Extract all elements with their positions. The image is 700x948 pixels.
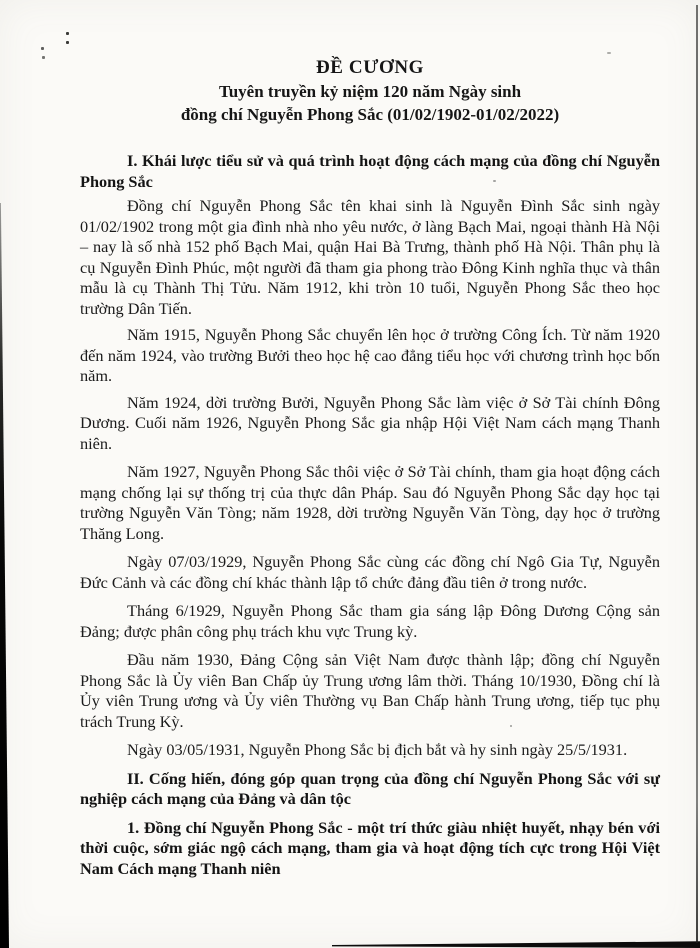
document-title-block <box>80 55 660 126</box>
paragraph-1924-finance-office: Năm 1924, dời trường Bưởi, Nguyễn Phong Sắc làm việc ở Sở Tài chính Đông Dương. Cuối năm 1926, Nguyễn Phong Sắc gia nhập Hội Việt Nam cách mạng Thanh niên. <box>80 392 660 453</box>
scan-left-edge-shadow <box>0 203 9 948</box>
ink-speck <box>66 32 69 35</box>
paragraph-1930-central-committee: Đầu năm 1930, Đảng Cộng sản Việt Nam được thành lập; đồng chí Nguyễn Phong Sắc là Ủy viên Ban Chấp ủy Trung ương lâm thời. Tháng 10/1930, Đồng chí là Ủy viên Trung ương và Ủy viên Thường vụ Ban Chấp hành Trung ương, tiếp tục phụ trách Trung Kỳ. <box>80 650 660 731</box>
document-subtitle-line-2: đồng chí Nguyễn Phong Sắc (01/02/1902-01/02/2022) <box>180 105 560 124</box>
paragraph-1927-revolution: Năm 1927, Nguyễn Phong Sắc thôi việc ở Sở Tài chính, tham gia hoạt động cách mạng chống lại sự thống trị của thực dân Pháp. Sau đó Nguyễn Phong Sắc dạy học tại trường Nguyễn Văn Tòng; năm 1928, dời trường Nguyễn Văn Tòng, dạy học ở trường Thăng Long. <box>80 462 660 543</box>
paragraph-1929-party-founding: Ngày 07/03/1929, Nguyễn Phong Sắc cùng các đồng chí Ngô Gia Tự, Nguyễn Đức Cảnh và các đồng chí khác thành lập tổ chức đảng đầu tiên ở trong nước. <box>80 552 660 592</box>
section-2-subheading-1: 1. Đồng chí Nguyễn Phong Sắc - một trí thức giàu nhiệt huyết, nhạy bén với thời cuộc, sớm giác ngộ cách mạng, tham gia và hoạt động tích cực trong Hội Việt Nam Cách mạng Thanh niên <box>80 817 660 878</box>
document-title: ĐỀ CƯƠNG <box>315 57 425 78</box>
document-subtitle-line-1: Tuyên truyền kỷ niệm 120 năm Ngày sinh <box>218 82 522 101</box>
paragraph-1915-schooling: Năm 1915, Nguyễn Phong Sắc chuyển lên học ở trường Công Ích. Từ năm 1920 đến năm 1924, vào trường Bưởi theo học hệ cao đẳng tiểu học với chương trình học bốn năm. <box>80 325 660 385</box>
paragraph-1931-sacrifice: Ngày 03/05/1931, Nguyễn Phong Sắc bị địch bắt và hy sinh ngày 25/5/1931. <box>127 740 628 759</box>
document-text <box>80 151 660 879</box>
section-1-heading: I. Khái lược tiểu sử và quá trình hoạt động cách mạng của đồng chí Nguyễn Phong Sắc <box>80 151 660 191</box>
paragraph-1929-indochina-party: Tháng 6/1929, Nguyễn Phong Sắc tham gia sáng lập Đông Dương Cộng sản Đảng; được phân công phụ trách khu vực Trung kỳ. <box>80 601 660 641</box>
document-body <box>80 55 660 879</box>
scan-right-edge-line <box>696 5 698 943</box>
ink-speck <box>41 47 44 50</box>
section-2-heading: II. Cống hiến, đóng góp quan trọng của đồng chí Nguyễn Phong Sắc với sự nghiệp cách mạng của Đảng và dân tộc <box>80 768 660 808</box>
scan-bottom-edge-shadow <box>332 941 700 948</box>
paragraph-biography-birth: Đồng chí Nguyễn Phong Sắc tên khai sinh là Nguyễn Đình Sắc sinh ngày 01/02/1902 trong một gia đình nhà nho yêu nước, ở làng Bạch Mai, ngoại thành Hà Nội – nay là số nhà 152 phố Bạch Mai, quận Hai Bà Trưng, thành phố Hà Nội. Thân phụ là cụ Nguyễn Đình Phúc, một người đã tham gia phong trào Đông Kinh nghĩa thục và thân mẫu là cụ Thành Thị Tửu. Năm 1912, khi tròn 10 tuổi, Nguyễn Phong Sắc theo học trường Dân Tiến. <box>80 196 660 318</box>
ink-speck <box>42 56 45 59</box>
ink-speck <box>607 52 611 54</box>
ink-speck <box>66 41 69 44</box>
